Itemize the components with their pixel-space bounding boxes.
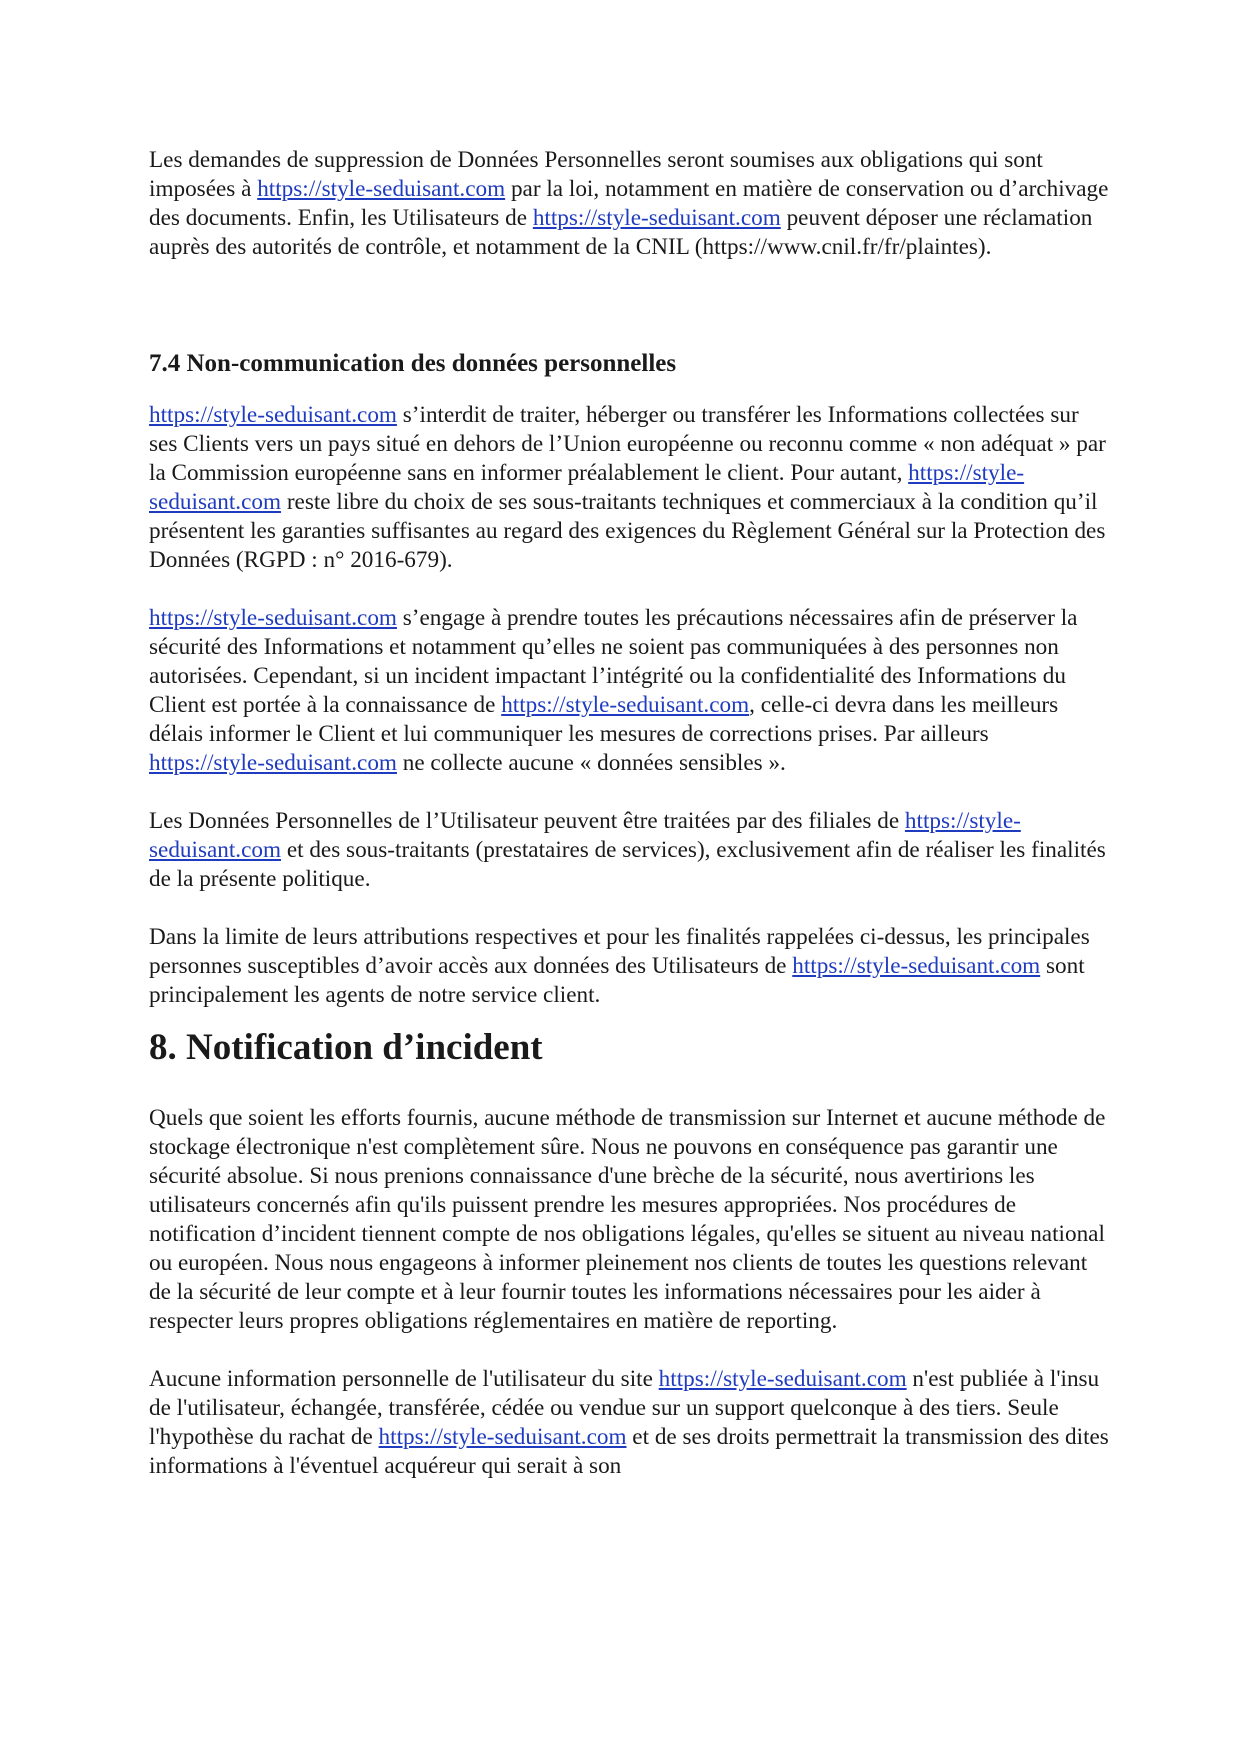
paragraph-subsidiaries: Les Données Personnelles de l’Utilisateur peuvent être traitées par des filiales de https://style-seduisant.com et des sous-traitants (prestataires de services), exclusivement afin de réaliser les finalités de la présente politique. (149, 808, 1106, 892)
site-link[interactable]: https://style-seduisant.com (149, 808, 1021, 863)
site-link[interactable]: https://style-seduisant.com (257, 176, 506, 202)
paragraph-security-precautions: https://style-seduisant.com s’engage à prendre toutes les précautions nécessaires afin de préserver la sécurité des Informations et notamment qu’elles ne soient pas communiquées à des personnes non autorisées. Cependant, si un incident impactant l’intégrité ou la confidentialité des Informations du Client est portée à la connaissance de https://style-seduisant.com, celle-ci devra dans les meilleurs délais informer le Client et lui communiquer les mesures de corrections prises. Par ailleurs https://style-seduisant.com ne collecte aucune « données sensibles ». (149, 605, 1078, 776)
paragraph-incident-notification: Quels que soient les efforts fournis, aucune méthode de transmission sur Internet et aucune méthode de stockage électronique n'est complètement sûre. Nous ne pouvons en conséquence pas garantir une sécurité absolue. Si nous prenions connaissance d'une brèche de la sécurité, nous avertirions les utilisateurs concernés afin qu'ils puissent prendre les mesures appropriées. Nos procédures de notification d’incident tiennent compte de nos obligations légales, qu'elles se situent au niveau national ou européen. Nous nous engageons à informer pleinement nos clients de toutes les questions relevant de la sécurité de leur compte et à leur fournir toutes les informations nécessaires pour les aider à respecter leurs propres obligations réglementaires en matière de reporting. (149, 1105, 1106, 1334)
paragraph-data-access: Dans la limite de leurs attributions respectives et pour les finalités rappelées ci-dessus, les principales personnes susceptibles d’avoir accès aux données des Utilisateurs de https://style-seduisant.com sont principalement les agents de notre service client. (149, 924, 1090, 1008)
section-7-4-heading: 7.4 Non-communication des données personnelles (149, 350, 677, 377)
paragraph-no-disclosure: Aucune information personnelle de l'utilisateur du site https://style-seduisant.com n'est publiée à l'insu de l'utilisateur, échangée, transférée, cédée ou vendue sur un support quelconque à des tiers. Seule l'hypothèse du rachat de https://style-seduisant.com et de ses droits permettrait la transmission des dites informations à l'éventuel acquéreur qui serait à son (149, 1366, 1109, 1479)
site-link[interactable]: https://style-seduisant.com (149, 605, 397, 631)
site-link[interactable]: https://style-seduisant.com (149, 750, 397, 776)
site-link[interactable]: https://style-seduisant.com (149, 460, 1025, 515)
document-page (149, 146, 1109, 1481)
site-link[interactable]: https://style-seduisant.com (532, 205, 781, 231)
site-link[interactable]: https://style-seduisant.com (501, 692, 750, 718)
paragraph-transfer-restrictions: https://style-seduisant.com s’interdit de traiter, héberger ou transférer les Informations collectées sur ses Clients vers un pays situé en dehors de l’Union européenne ou reconnu comme « non adéquat » par la Commission européenne sans en informer préalablement le client. Pour autant, https://style-seduisant.com reste libre du choix de ses sous-traitants techniques et commerciaux à la condition qu’il présentent les garanties suffisantes au regard des exigences du Règlement Général sur la Protection des Données (RGPD : n° 2016-679). (149, 402, 1106, 573)
section-8-heading: 8. Notification d’incident (149, 1027, 543, 1068)
site-link[interactable]: https://style-seduisant.com (658, 1366, 907, 1392)
paragraph-deletion-requests: Les demandes de suppression de Données Personnelles seront soumises aux obligations qui sont imposées à https://style-seduisant.com par la loi, notamment en matière de conservation ou d’archivage des documents. Enfin, les Utilisateurs de https://style-seduisant.com peuvent déposer une réclamation auprès des autorités de contrôle, et notamment de la CNIL (https://www.cnil.fr/fr/plaintes). (149, 147, 1109, 260)
site-link[interactable]: https://style-seduisant.com (792, 953, 1041, 979)
site-link[interactable]: https://style-seduisant.com (378, 1424, 627, 1450)
site-link[interactable]: https://style-seduisant.com (149, 402, 397, 428)
